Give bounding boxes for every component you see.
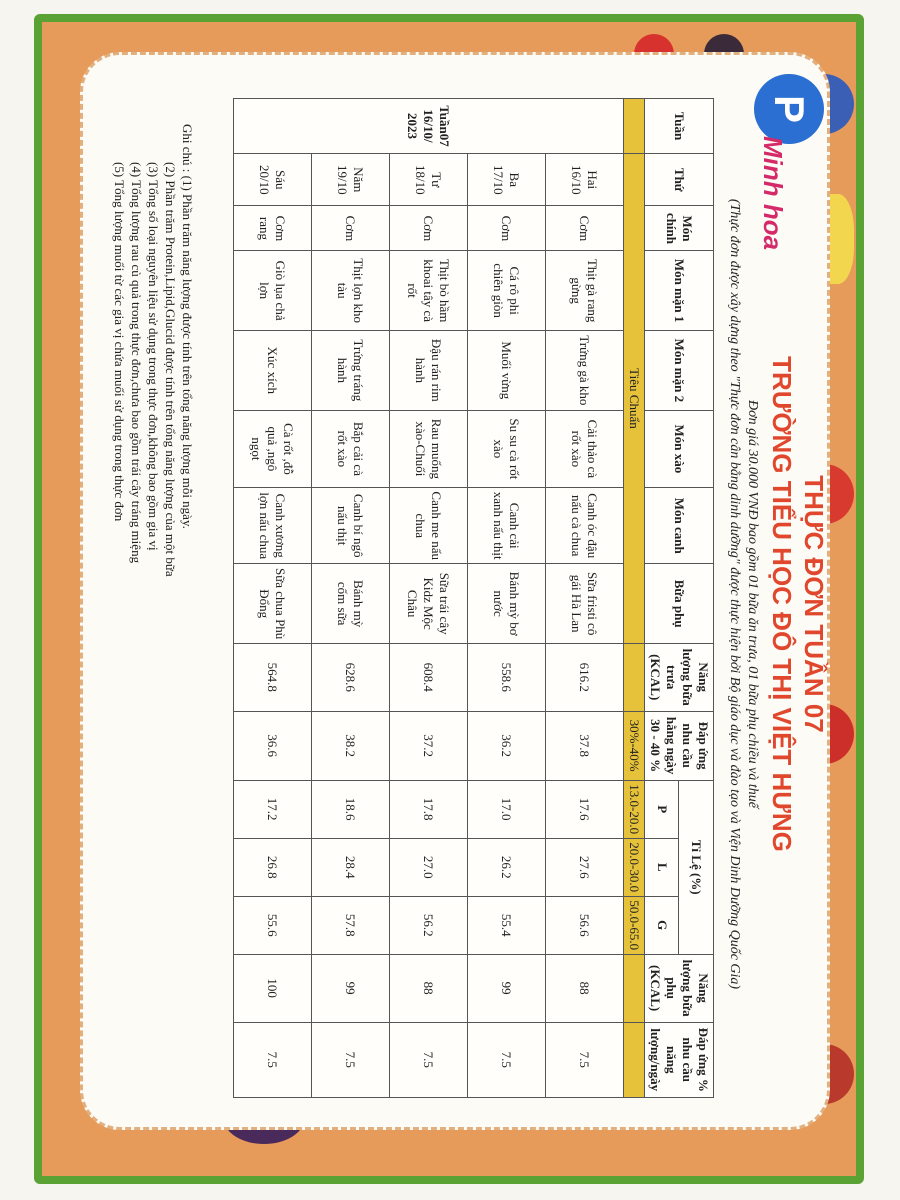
cell-g: 55.6 <box>234 896 312 954</box>
cell-snack: Sữa fristi cô gái Hà Lan <box>546 564 624 643</box>
cell-g: 57.8 <box>312 896 390 954</box>
menu-table <box>233 98 714 1098</box>
table-row <box>234 99 312 1098</box>
standard-meet: 30%-40% <box>624 711 645 780</box>
cell-savory1: Thịt lợn kho tàu <box>312 251 390 330</box>
cell-energy: 628.6 <box>312 643 390 711</box>
cell-g: 56.6 <box>546 896 624 954</box>
table-row <box>468 99 546 1098</box>
cell-day: Hai 16/10 <box>546 154 624 206</box>
standard-l: 20.0-30.0 <box>624 838 645 896</box>
cell-soup: Canh óc đậu nấu cà chua <box>546 487 624 564</box>
cell-snack: Sữa chua Phù Đổng <box>234 564 312 643</box>
cell-l: 26.8 <box>234 838 312 896</box>
cell-snack-meet: 7.5 <box>468 1022 546 1097</box>
cell-savory1: Giò lụa chả lợn <box>234 251 312 330</box>
cell-stirfry: Rau muống xào-Chuối <box>390 410 468 487</box>
cell-soup: Canh bí ngô nấu thịt <box>312 487 390 564</box>
cell-l: 27.0 <box>390 838 468 896</box>
cell-snack-energy: 99 <box>468 954 546 1022</box>
cell-savory1: Cá rô phi chiên giòn <box>468 251 546 330</box>
cell-main: Cơm <box>312 206 390 251</box>
title-line-2: TRƯỜNG TIỂU HỌC ĐÔ THỊ VIỆT HƯNG <box>767 356 797 852</box>
cell-snack-meet: 7.5 <box>234 1022 312 1097</box>
cell-l: 27.6 <box>546 838 624 896</box>
standard-g: 50.0-65.0 <box>624 896 645 954</box>
cell-stirfry: Cà rốt ,đỗ quả ,ngô ngọt <box>234 410 312 487</box>
standard-row <box>624 99 645 1098</box>
cell-savory2: Đậu rán rim hành <box>390 330 468 410</box>
header-snack-meet: Đáp ứng % nhu cầu năng lượng/ngày <box>645 1022 714 1097</box>
cell-day: Tư 18/10 <box>390 154 468 206</box>
cell-day: Sáu 20/10 <box>234 154 312 206</box>
cell-day: Ba 17/10 <box>468 154 546 206</box>
cell-soup: Canh me nấu chua <box>390 487 468 564</box>
table-row <box>312 99 390 1098</box>
header-savory2: Món mặn 2 <box>645 330 714 410</box>
cell-snack-energy: 100 <box>234 954 312 1022</box>
cell-energy: 564.8 <box>234 643 312 711</box>
cell-savory2: Xúc xích <box>234 330 312 410</box>
header-soup: Món canh <box>645 487 714 564</box>
cell-snack-energy: 88 <box>390 954 468 1022</box>
cell-l: 28.4 <box>312 838 390 896</box>
header-snack: Bữa phụ <box>645 564 714 643</box>
logo-mark: P <box>754 74 824 144</box>
cell-meet: 37.2 <box>390 711 468 780</box>
note-line: (2) Phần trăm Protein,Lipid,Glucid được tính trên tổng năng lượng của một bữa <box>163 162 178 577</box>
cell-main: Cơm <box>468 206 546 251</box>
header-savory1: Món mặn 1 <box>645 251 714 330</box>
note-line: Ghi chú : (1) Phần trăm năng lượng được tính trên tổng năng lượng mỗi ngày. <box>180 124 195 529</box>
cell-p: 17.0 <box>468 780 546 838</box>
cell-savory1: Thịt gà rang gừng <box>546 251 624 330</box>
cell-main: Cơm <box>546 206 624 251</box>
cell-p: 17.8 <box>390 780 468 838</box>
header-main: Món chính <box>645 206 714 251</box>
cell-stirfry: Bắp cải cà rốt xào <box>312 410 390 487</box>
header-lunch-energy: Năng lượng bữa trưa (KCAL) <box>645 643 714 711</box>
cell-savory2: Trứng gà kho <box>546 330 624 410</box>
cell-p: 17.6 <box>546 780 624 838</box>
cell-soup: Canh xương lợn nấu chua <box>234 487 312 564</box>
standard-p: 13.0-20.0 <box>624 780 645 838</box>
header-stirfry: Món xào <box>645 410 714 487</box>
note-line: (5) Tổng lượng muối từ các gia vị chứa muối sử dụng trong thực đơn <box>112 162 127 522</box>
standard-label: Tiêu Chuẩn <box>624 154 645 644</box>
cell-l: 26.2 <box>468 838 546 896</box>
cell-main: Cơm rang <box>234 206 312 251</box>
cell-snack-meet: 7.5 <box>390 1022 468 1097</box>
header-g: G <box>645 896 680 954</box>
title-line-1: THỰC ĐƠN TUẦN 07 <box>799 475 829 733</box>
header-week: Tuần <box>645 99 714 154</box>
cell-meet: 38.2 <box>312 711 390 780</box>
cell-meet: 37.8 <box>546 711 624 780</box>
note-line: (4) Tổng lượng rau củ quả trong thực đơn,chưa bao gồm trái cây tráng miệng <box>129 162 144 564</box>
cell-main: Cơm <box>390 206 468 251</box>
week-cell: Tuần07 16/10/ 2023 <box>234 99 624 154</box>
cell-day: Năm 19/10 <box>312 154 390 206</box>
logo-text: Minh hoa <box>758 136 788 251</box>
cell-soup: Canh cải xanh nấu thịt <box>468 487 546 564</box>
header-l: L <box>645 838 680 896</box>
cell-snack-meet: 7.5 <box>312 1022 390 1097</box>
cell-energy: 558.6 <box>468 643 546 711</box>
header-row <box>679 99 714 1098</box>
header-lunch-meet: Đáp ứng nhu cầu hằng ngày 30 - 40 % <box>645 711 714 780</box>
cell-stirfry: Cải thảo cà rốt xào <box>546 410 624 487</box>
header-p: P <box>645 780 680 838</box>
page-title <box>766 284 830 924</box>
cell-p: 18.6 <box>312 780 390 838</box>
cell-snack-energy: 99 <box>312 954 390 1022</box>
header-ratio: Tỉ Lệ (%) <box>679 780 714 954</box>
header-snack-energy: Năng lượng bữa phụ (KCAL) <box>645 954 714 1022</box>
cell-snack: Sữa trái cây Kidz Mộc Châu <box>390 564 468 643</box>
cell-p: 17.2 <box>234 780 312 838</box>
cell-stirfry: Su su cà rốt xào <box>468 410 546 487</box>
notes <box>111 124 196 577</box>
cell-energy: 608.4 <box>390 643 468 711</box>
cell-snack-meet: 7.5 <box>546 1022 624 1097</box>
note-line: (3) Tổng số loại nguyên liệu sử dụng trong thực đơn,không bao gồm gia vị <box>146 162 161 551</box>
table-row <box>546 99 624 1098</box>
cell-meet: 36.2 <box>468 711 546 780</box>
cell-snack-energy: 88 <box>546 954 624 1022</box>
cell-snack: Bánh mỳ bơ nước <box>468 564 546 643</box>
cell-savory1: Thịt bò hầm khoai tây cà rốt <box>390 251 468 330</box>
table-row <box>390 99 468 1098</box>
cell-meet: 36.6 <box>234 711 312 780</box>
header-day: Thứ <box>645 154 714 206</box>
cell-snack: Bánh mỳ cốm sữa <box>312 564 390 643</box>
price-note: Đơn giá 30.000 VNĐ bao gồm 01 bữa ăn trưa, 01 bữa phụ chiều và thuế <box>745 400 760 808</box>
menu-poster <box>34 14 864 1184</box>
cell-energy: 616.2 <box>546 643 624 711</box>
cell-savory2: Muối vừng <box>468 330 546 410</box>
cell-g: 56.2 <box>390 896 468 954</box>
cell-g: 55.4 <box>468 896 546 954</box>
cell-savory2: Trứng tráng hành <box>312 330 390 410</box>
menu-source-note: (Thực đơn được xây dựng theo "Thực đơn cân bằng dinh dưỡng" được thực hiện bởi Bộ giáo dục và đào tạo và Viện Dinh Dưỡng Quốc Gia) <box>727 198 742 990</box>
